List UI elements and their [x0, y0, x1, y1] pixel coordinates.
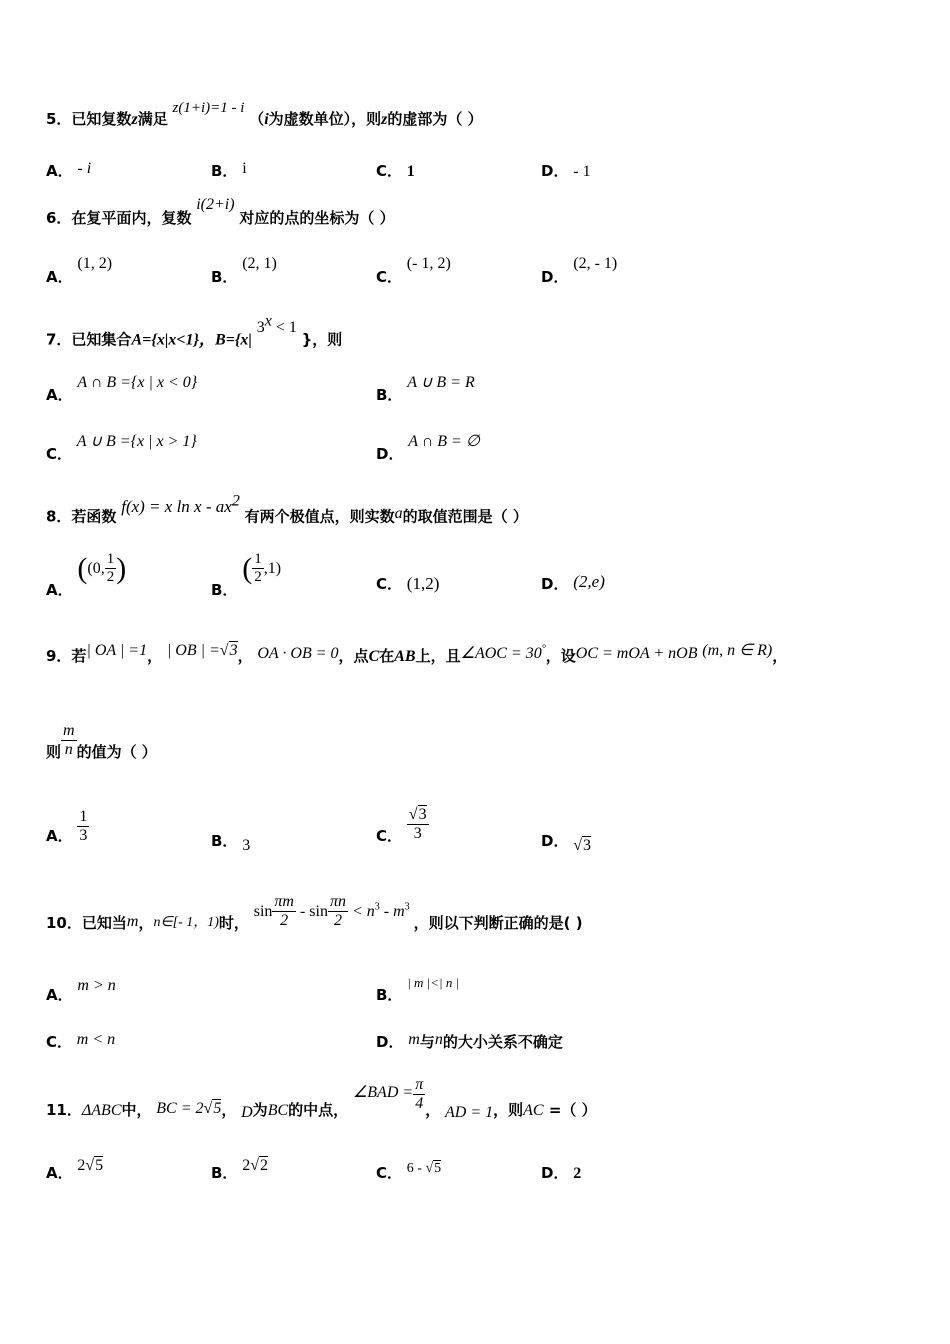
bc-left: BC = 2: [156, 1100, 204, 1118]
sqrt: √5: [425, 1161, 442, 1176]
q5-mid: 满足: [137, 110, 168, 128]
q11-bc: BC: [267, 1102, 289, 1120]
q5-paren: （: [249, 110, 265, 128]
cond-rest: < 1: [271, 319, 297, 337]
sin: sin: [309, 902, 328, 920]
q8-var-a: a: [394, 504, 403, 522]
option-label: C．: [376, 268, 403, 286]
q7-option-a: [46, 374, 198, 405]
q11-mid1: 中，: [121, 1101, 152, 1120]
cond-exp: x: [264, 313, 272, 330]
option-value: | m |<| n |: [407, 975, 460, 990]
option-value: A ∩ B = ∅: [408, 433, 480, 450]
question-5: [46, 100, 483, 129]
q5-option-c: [376, 160, 415, 181]
q9-end: ，: [772, 647, 788, 665]
question-9-line2: [46, 722, 157, 760]
numerator: πm: [272, 893, 296, 912]
sqrt: √3: [219, 642, 238, 659]
q9-angle: [461, 645, 546, 662]
q11-option-b: [211, 1157, 268, 1183]
radicand: 3: [229, 642, 238, 659]
q8-formula: [121, 492, 240, 516]
q11-sep2: ，: [425, 1101, 441, 1120]
option-label: A．: [46, 581, 73, 600]
q6-option-b: [211, 255, 277, 287]
option-left: (0,: [87, 559, 105, 577]
sqrt: √5: [85, 1157, 104, 1174]
q11-mid2: 为: [252, 1101, 268, 1120]
q6-suffix: 对应的点的坐标为（ ）: [239, 209, 395, 227]
q7-option-c: [46, 433, 197, 464]
option-label: B．: [211, 581, 238, 600]
sin: sin: [253, 902, 273, 920]
paren-left: (: [242, 551, 253, 585]
q6-option-d: [541, 255, 618, 287]
option-label: D．: [541, 575, 569, 593]
q9-then: 则: [46, 743, 62, 762]
option-label: A．: [46, 162, 73, 180]
option-value: (- 1, 2): [406, 255, 451, 272]
q9-mid4: ，设: [545, 647, 576, 665]
q10-option-c: [46, 1031, 115, 1052]
q9-fraction: [61, 722, 77, 760]
q9-seg-ab: AB: [394, 648, 416, 665]
option-label: A．: [46, 1164, 73, 1182]
q7-option-d: [376, 433, 480, 464]
option-var-m: m: [408, 1031, 420, 1048]
option-label: B．: [211, 268, 238, 286]
q11-mid3: 的中点，: [288, 1101, 349, 1120]
q9-mid1: ，点: [338, 647, 369, 665]
q11-option-d: [541, 1162, 581, 1183]
coef: 6 -: [406, 1161, 426, 1176]
denominator: 4: [415, 1095, 424, 1113]
radicand: 3: [418, 806, 427, 823]
cond-base: 3: [256, 319, 265, 337]
question-6: [46, 196, 395, 228]
q10-when: 时，: [218, 913, 249, 932]
angle-degree: °: [541, 643, 546, 655]
denominator: 3: [413, 825, 422, 843]
q7-prefix: 7．已知集合: [46, 330, 132, 349]
q9-option-a: [46, 808, 89, 846]
option-label: A．: [46, 827, 73, 846]
sqrt: √3: [573, 837, 592, 854]
q5-var-z: z: [131, 111, 138, 128]
q9-point-c: C: [368, 648, 380, 665]
option-value: A ∩ B ={x | x < 0}: [77, 374, 198, 391]
q9-dot: OA · OB = 0: [257, 645, 339, 662]
q10-sep: ，: [138, 913, 154, 932]
q8-mid: 有两个极值点，则实数: [244, 507, 395, 526]
q7-option-b: [376, 374, 475, 405]
denominator: n: [64, 741, 73, 759]
option-label: C．: [46, 1033, 73, 1051]
q11-ad: AD = 1: [445, 1104, 494, 1122]
option-value: A ∪ B = R: [407, 374, 475, 391]
option-label: B．: [211, 162, 238, 180]
paren-left: (: [77, 551, 88, 585]
numerator: 1: [77, 808, 89, 827]
q7-condition: [256, 313, 297, 337]
paren-right: ): [116, 551, 127, 585]
numerator: 1: [252, 551, 264, 569]
q9-range: (m, n ∈ R): [702, 642, 773, 659]
q10-prefix: 10．已知当: [46, 913, 127, 932]
q6-formula: i(2+i): [196, 196, 235, 213]
numerator: πn: [328, 893, 348, 912]
fraction: [105, 551, 117, 587]
minus: -: [295, 902, 310, 920]
formula-body: f(x) = x ln x - ax: [121, 496, 232, 516]
q7-set-a: A={x|x<1}，B={x|: [131, 331, 252, 349]
question-10: [46, 893, 583, 931]
fraction: [77, 808, 89, 846]
numerator: 1: [105, 551, 117, 569]
q8-option-a: [46, 551, 127, 600]
q5-option-b: [211, 160, 247, 181]
fraction: [272, 893, 296, 931]
option-value: - i: [77, 160, 92, 177]
option-label: A．: [46, 386, 73, 404]
radicand: 5: [213, 1100, 222, 1118]
q10-suffix: ，则以下判断正确的是( ): [413, 913, 583, 932]
q10-option-d: [376, 1031, 563, 1052]
ineq2: - m: [379, 902, 405, 920]
q9-option-d: [541, 830, 592, 854]
q5-option-a: [46, 160, 91, 181]
option-label: B．: [376, 386, 403, 404]
option-value: A ∪ B ={x | x > 1}: [76, 433, 197, 450]
q9-suffix: 的值为（ ）: [76, 743, 157, 762]
q8-suffix: 的取值范围是（ ）: [402, 507, 528, 526]
option-value: 2: [573, 1165, 582, 1182]
sqrt: √2: [250, 1157, 268, 1174]
radicand: 2: [260, 1157, 268, 1174]
denominator: 2: [280, 912, 289, 930]
q9-sep2: ，: [237, 647, 253, 665]
option-value: (1,2): [406, 574, 440, 593]
q11-suffix: ，则: [493, 1101, 524, 1120]
q10-option-a: [46, 977, 116, 1005]
option-value: - 1: [573, 163, 591, 180]
ineq: < n: [347, 902, 375, 920]
q9-oa: | OA | =1: [86, 642, 148, 659]
q8-prefix: 8．若函数: [46, 507, 117, 526]
coef: 2: [242, 1157, 251, 1174]
sqrt: √3: [408, 806, 427, 823]
q8-option-b: [211, 551, 282, 600]
q10-var-m: m: [126, 912, 139, 930]
question-8: [46, 492, 528, 527]
option-label: A．: [46, 986, 73, 1004]
exp: 3: [404, 901, 410, 913]
ob-left: | OB | =: [166, 642, 220, 659]
option-text: 的大小关系不确定: [442, 1033, 563, 1051]
option-value: m > n: [77, 977, 116, 994]
radicand: 5: [434, 1161, 442, 1176]
option-var-n: n: [434, 1031, 443, 1048]
radicand: 3: [583, 837, 592, 854]
option-label: B．: [376, 986, 403, 1004]
question-7: [46, 313, 343, 349]
exp: 3: [374, 901, 380, 913]
option-label: D．: [541, 162, 569, 180]
option-label: B．: [211, 832, 238, 850]
q6-option-a: [46, 255, 113, 287]
option-label: D．: [376, 445, 404, 463]
question-9: [46, 642, 788, 666]
q5-option-d: [541, 160, 591, 181]
q11-end: =（ ）: [543, 1101, 597, 1120]
option-value: [77, 1157, 103, 1174]
q10-n-range: n∈[- 1，1): [153, 914, 219, 930]
q11-option-a: [46, 1157, 104, 1183]
fraction: [328, 893, 348, 931]
q5-var-i: i: [264, 111, 269, 128]
option-label: C．: [46, 445, 73, 463]
numerator: π: [413, 1076, 425, 1095]
fraction: [252, 551, 264, 587]
q7-suffix: }，则: [301, 330, 343, 349]
option-value: 1: [406, 163, 415, 180]
q9-sep1: ，: [147, 647, 163, 665]
q5-suffix: 的虚部为（ ）: [387, 110, 483, 128]
q11-angle: ∠BAD =: [352, 1084, 414, 1102]
q9-ob: [167, 642, 238, 659]
fraction: [413, 1076, 425, 1114]
option-value: (2, 1): [242, 255, 277, 272]
q9-option-b: [211, 830, 251, 854]
q11-prefix: 11．: [46, 1101, 82, 1120]
q8-option-d: [541, 573, 605, 594]
q9-mid2: 在: [379, 647, 395, 665]
q9-mid3: 上，且: [415, 647, 461, 665]
denominator: 2: [106, 569, 115, 586]
fraction: [407, 806, 429, 844]
question-11: [46, 1068, 597, 1122]
option-label: C．: [376, 162, 403, 180]
option-label: C．: [376, 575, 403, 593]
numerator: m: [61, 722, 77, 741]
radicand: 5: [95, 1157, 104, 1174]
q6-prefix: 6．在复平面内，复数: [46, 209, 192, 227]
q5-formula: z(1+i)=1 - i: [172, 100, 245, 116]
option-mid: 与: [419, 1033, 435, 1051]
option-label: C．: [376, 1164, 403, 1182]
q5-note: 为虚数单位），则: [268, 110, 382, 128]
option-label: D．: [541, 268, 569, 286]
q9-option-c: [376, 806, 429, 844]
sqrt: √5: [203, 1100, 222, 1118]
numerator: [407, 806, 429, 825]
coef: 2: [77, 1157, 86, 1174]
denominator: 3: [79, 827, 88, 845]
option-value: 3: [242, 837, 251, 854]
option-value: i: [242, 160, 247, 177]
option-value: (2, - 1): [573, 255, 618, 272]
q11-sep1: ，: [221, 1101, 237, 1120]
q11-var-d: D: [241, 1104, 253, 1122]
q11-bc-eq: [156, 1100, 221, 1117]
q5-prefix: 5．已知复数: [46, 110, 132, 128]
option-label: D．: [541, 1164, 569, 1182]
option-label: C．: [376, 827, 403, 846]
option-label: D．: [541, 832, 569, 850]
q11-option-c: [376, 1162, 441, 1183]
option-value: [407, 1161, 441, 1176]
angle: ∠AOC = 30: [460, 645, 542, 662]
option-right: ,1): [263, 559, 282, 577]
q6-option-c: [376, 255, 451, 287]
denominator: 2: [333, 912, 342, 930]
q8-option-c: [376, 573, 439, 594]
option-value: [242, 1157, 268, 1174]
q5-var-z2: z: [381, 111, 388, 128]
option-label: B．: [211, 1164, 238, 1182]
q11-triangle: ΔABC: [81, 1102, 122, 1120]
denominator: 2: [254, 569, 262, 586]
q11-ac: AC: [523, 1102, 544, 1120]
option-label: A．: [46, 268, 73, 286]
formula-exp: 2: [231, 492, 240, 509]
option-value: (2,e): [573, 572, 605, 591]
option-value: m < n: [76, 1031, 116, 1048]
q10-option-b: [376, 975, 460, 1005]
option-label: D．: [376, 1033, 404, 1051]
option-value: (1, 2): [77, 255, 113, 272]
q9-prefix: 9．若: [46, 647, 87, 665]
q9-vec: OC = mOA + nOB: [575, 645, 698, 662]
